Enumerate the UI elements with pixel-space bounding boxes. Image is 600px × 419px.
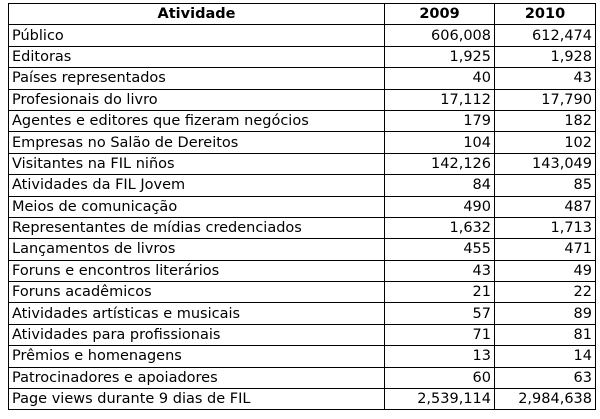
row-label: Patrocinadores e apoiadores — [9, 367, 385, 388]
row-label: Atividades artísticas e musicais — [9, 303, 385, 324]
value-2010: 102 — [495, 132, 596, 153]
value-2010: 182 — [495, 110, 596, 131]
value-2010: 471 — [495, 239, 596, 260]
table-row — [9, 324, 596, 345]
value-2010: 43 — [495, 68, 596, 89]
table-row — [9, 217, 596, 238]
row-label: Prêmios e homenagens — [9, 346, 385, 367]
value-2009: 17,112 — [385, 89, 495, 110]
row-label: Atividades para profissionais — [9, 324, 385, 345]
value-2009: 455 — [385, 239, 495, 260]
table-row — [9, 153, 596, 174]
table-row — [9, 110, 596, 131]
table-row — [9, 303, 596, 324]
table-row — [9, 46, 596, 67]
header-row — [9, 4, 596, 25]
row-label: Foruns acadêmicos — [9, 282, 385, 303]
value-2009: 142,126 — [385, 153, 495, 174]
table-row — [9, 389, 596, 410]
value-2009: 2,539,114 — [385, 389, 495, 410]
table-row — [9, 282, 596, 303]
row-label: Lançamentos de livros — [9, 239, 385, 260]
table-row — [9, 260, 596, 281]
value-2009: 57 — [385, 303, 495, 324]
row-label: Editoras — [9, 46, 385, 67]
header-2010: 2010 — [495, 4, 596, 25]
value-2010: 63 — [495, 367, 596, 388]
value-2010: 89 — [495, 303, 596, 324]
statistics-table — [8, 3, 596, 410]
value-2009: 43 — [385, 260, 495, 281]
value-2009: 71 — [385, 324, 495, 345]
value-2010: 2,984,638 — [495, 389, 596, 410]
table-container — [8, 3, 596, 410]
table-row — [9, 175, 596, 196]
table-row — [9, 346, 596, 367]
value-2009: 104 — [385, 132, 495, 153]
table-row — [9, 367, 596, 388]
value-2009: 40 — [385, 68, 495, 89]
value-2009: 60 — [385, 367, 495, 388]
row-label: Agentes e editores que fizeram negócios — [9, 110, 385, 131]
row-label: Representantes de mídias credenciados — [9, 217, 385, 238]
row-label: Público — [9, 25, 385, 46]
value-2009: 13 — [385, 346, 495, 367]
value-2010: 1,928 — [495, 46, 596, 67]
table-row — [9, 68, 596, 89]
row-label: Foruns e encontros literários — [9, 260, 385, 281]
value-2010: 14 — [495, 346, 596, 367]
table-row — [9, 25, 596, 46]
value-2010: 143,049 — [495, 153, 596, 174]
value-2009: 179 — [385, 110, 495, 131]
row-label: Profesionais do livro — [9, 89, 385, 110]
value-2010: 81 — [495, 324, 596, 345]
row-label: Page views durante 9 dias de FIL — [9, 389, 385, 410]
value-2010: 612,474 — [495, 25, 596, 46]
value-2009: 490 — [385, 196, 495, 217]
header-2009: 2009 — [385, 4, 495, 25]
table-row — [9, 132, 596, 153]
row-label: Atividades da FIL Jovem — [9, 175, 385, 196]
header-atividade: Atividade — [9, 4, 385, 25]
value-2010: 49 — [495, 260, 596, 281]
row-label: Empresas no Salão de Dereitos — [9, 132, 385, 153]
value-2010: 487 — [495, 196, 596, 217]
value-2009: 1,925 — [385, 46, 495, 67]
row-label: Visitantes na FIL niños — [9, 153, 385, 174]
value-2010: 1,713 — [495, 217, 596, 238]
value-2009: 84 — [385, 175, 495, 196]
value-2009: 1,632 — [385, 217, 495, 238]
row-label: Países representados — [9, 68, 385, 89]
value-2010: 22 — [495, 282, 596, 303]
value-2010: 17,790 — [495, 89, 596, 110]
table-row — [9, 89, 596, 110]
table-row — [9, 239, 596, 260]
table-row — [9, 196, 596, 217]
value-2009: 606,008 — [385, 25, 495, 46]
value-2010: 85 — [495, 175, 596, 196]
row-label: Meios de comunicação — [9, 196, 385, 217]
value-2009: 21 — [385, 282, 495, 303]
